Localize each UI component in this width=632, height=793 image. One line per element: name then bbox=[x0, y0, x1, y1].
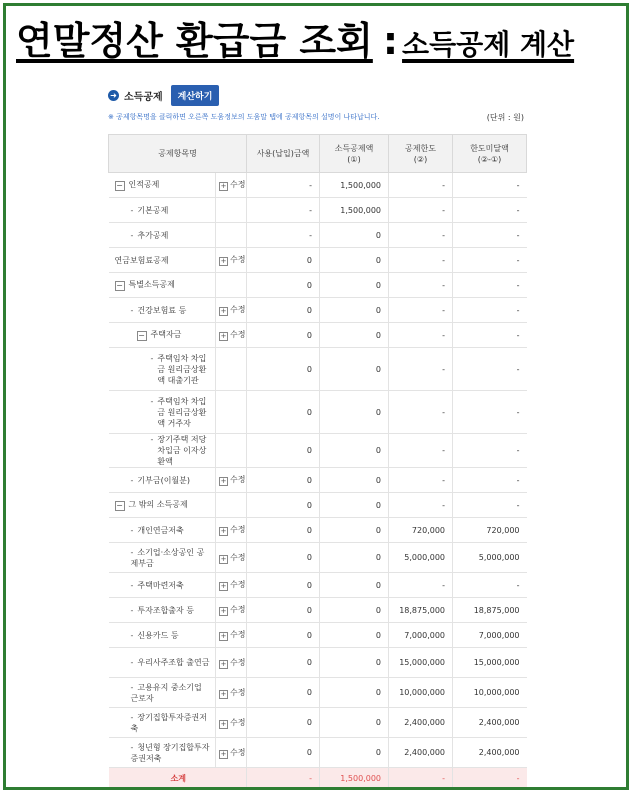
dash-bullet: - bbox=[130, 547, 134, 557]
headline-main: 연말정산 환급금 조회 bbox=[16, 19, 373, 63]
edit-button[interactable] bbox=[219, 718, 245, 727]
cell-shortfall: 2,400,000 bbox=[453, 738, 527, 768]
cell-used: 0 bbox=[247, 573, 320, 598]
subtotal-label: 소계 bbox=[109, 768, 247, 790]
edit-cell bbox=[216, 543, 247, 573]
edit-label: 수정 bbox=[230, 525, 246, 534]
deduction-item-name[interactable] bbox=[109, 348, 216, 391]
deduction-item-name[interactable] bbox=[109, 708, 216, 738]
cell-used: 0 bbox=[247, 273, 320, 298]
edit-button[interactable] bbox=[219, 330, 245, 339]
subtotal-used: - bbox=[247, 768, 320, 790]
table-row bbox=[109, 348, 527, 391]
item-label[interactable]: 투자조합출자 등 bbox=[137, 605, 195, 615]
notice-row bbox=[108, 108, 526, 126]
table-row bbox=[109, 298, 527, 323]
collapse-icon[interactable]: − bbox=[138, 331, 145, 340]
cell-limit: 5,000,000 bbox=[389, 543, 453, 573]
deduction-panel bbox=[108, 84, 526, 790]
table-row bbox=[109, 493, 527, 518]
cell-deduction: 1,500,000 bbox=[320, 173, 389, 198]
cell-used: 0 bbox=[247, 248, 320, 273]
col-header-limit: 공제한도 (②) bbox=[389, 135, 453, 173]
cell-used: 0 bbox=[247, 738, 320, 768]
cell-shortfall: - bbox=[453, 468, 527, 493]
edit-button[interactable] bbox=[219, 305, 245, 314]
edit-label: 수정 bbox=[230, 717, 246, 727]
cell-used: - bbox=[247, 223, 320, 248]
edit-cell bbox=[216, 323, 247, 348]
edit-cell bbox=[216, 391, 247, 434]
cell-deduction: 0 bbox=[320, 434, 389, 468]
cell-limit: 7,000,000 bbox=[389, 623, 453, 648]
cell-limit: - bbox=[389, 323, 453, 348]
edit-button[interactable] bbox=[219, 475, 245, 484]
cell-deduction: 0 bbox=[320, 678, 389, 708]
cell-shortfall: - bbox=[453, 391, 527, 434]
edit-button[interactable] bbox=[219, 630, 245, 639]
edit-cell bbox=[216, 198, 247, 223]
cell-deduction: 0 bbox=[320, 248, 389, 273]
plus-box-icon: + bbox=[220, 659, 227, 668]
calculate-button[interactable]: 계산하기 bbox=[171, 85, 220, 106]
plus-box-icon: + bbox=[220, 607, 227, 615]
deduction-item-name[interactable] bbox=[109, 493, 216, 518]
plus-box-icon: + bbox=[220, 332, 227, 340]
plus-box-icon: + bbox=[220, 527, 227, 535]
edit-cell bbox=[216, 223, 247, 248]
edit-cell bbox=[216, 623, 247, 648]
item-label[interactable]: 기부금(이월분) bbox=[137, 475, 191, 485]
cell-shortfall: 720,000 bbox=[453, 518, 527, 543]
dash-bullet: - bbox=[150, 396, 154, 406]
edit-label: 수정 bbox=[230, 747, 246, 757]
edit-button[interactable] bbox=[219, 658, 245, 667]
collapse-icon[interactable]: − bbox=[116, 281, 123, 290]
item-label[interactable]: 개인연금저축 bbox=[137, 525, 184, 535]
edit-label: 수정 bbox=[230, 687, 246, 697]
cell-used: - bbox=[247, 198, 320, 223]
edit-label: 수정 bbox=[230, 180, 246, 189]
collapse-icon[interactable]: − bbox=[116, 501, 123, 510]
table-row bbox=[109, 391, 527, 434]
cell-limit: - bbox=[389, 391, 453, 434]
table-row bbox=[109, 678, 527, 708]
subtotal-row bbox=[109, 768, 527, 790]
cell-used: 0 bbox=[247, 678, 320, 708]
deduction-item-name[interactable] bbox=[109, 598, 216, 623]
cell-deduction: 0 bbox=[320, 573, 389, 598]
cell-deduction: 0 bbox=[320, 493, 389, 518]
collapse-icon[interactable]: − bbox=[116, 181, 123, 190]
dash-bullet: - bbox=[130, 682, 134, 692]
cell-deduction: 0 bbox=[320, 323, 389, 348]
item-label[interactable]: 주택마련저축 bbox=[137, 580, 184, 590]
item-label[interactable]: 청년형 장기집합투자증권저축 bbox=[130, 742, 210, 763]
item-label[interactable]: 그 밖의 소득공제 bbox=[128, 500, 188, 509]
edit-cell bbox=[216, 598, 247, 623]
cell-deduction: 1,500,000 bbox=[320, 198, 389, 223]
cell-shortfall: 2,400,000 bbox=[453, 708, 527, 738]
plus-box-icon: + bbox=[220, 719, 227, 728]
deduction-item-name[interactable] bbox=[109, 391, 216, 434]
cell-deduction: 0 bbox=[320, 273, 389, 298]
edit-label: 수정 bbox=[230, 255, 246, 264]
cell-shortfall: 15,000,000 bbox=[453, 648, 527, 678]
cell-used: 0 bbox=[247, 298, 320, 323]
section-title: 소득공제 bbox=[124, 91, 163, 103]
cell-limit: 18,875,000 bbox=[389, 598, 453, 623]
plus-box-icon: + bbox=[220, 477, 227, 485]
plus-box-icon: + bbox=[220, 307, 227, 315]
plus-box-icon: + bbox=[220, 182, 227, 190]
deduction-table bbox=[108, 134, 527, 790]
cell-used: 0 bbox=[247, 493, 320, 518]
edit-button[interactable] bbox=[219, 255, 245, 264]
edit-cell bbox=[216, 434, 247, 468]
dash-bullet: - bbox=[130, 742, 134, 752]
cell-used: 0 bbox=[247, 623, 320, 648]
col-header-deduction: 소득공제액 (①) bbox=[320, 135, 389, 173]
edit-button[interactable] bbox=[219, 580, 245, 589]
col-header-item: 공제항목명 bbox=[109, 135, 247, 173]
edit-label: 수정 bbox=[230, 330, 246, 339]
edit-label: 수정 bbox=[230, 475, 246, 484]
cell-deduction: 0 bbox=[320, 648, 389, 678]
cell-used: 0 bbox=[247, 708, 320, 738]
edit-button[interactable] bbox=[219, 525, 245, 534]
subtotal-deduction: 1,500,000 bbox=[320, 768, 389, 790]
dash-bullet: - bbox=[130, 658, 134, 667]
edit-cell bbox=[216, 678, 247, 708]
edit-button[interactable] bbox=[219, 553, 245, 562]
cell-limit: 2,400,000 bbox=[389, 738, 453, 768]
edit-cell bbox=[216, 738, 247, 768]
table-row bbox=[109, 708, 527, 738]
item-label[interactable]: 주택자금 bbox=[150, 330, 182, 339]
dash-bullet: - bbox=[130, 580, 134, 590]
deduction-item-name[interactable] bbox=[109, 573, 216, 598]
cell-limit: - bbox=[389, 273, 453, 298]
item-label[interactable]: 특별소득공제 bbox=[128, 280, 175, 289]
table-row bbox=[109, 223, 527, 248]
cell-shortfall: - bbox=[453, 198, 527, 223]
cell-shortfall: - bbox=[453, 273, 527, 298]
arrow-circle-icon: ➜ bbox=[108, 90, 119, 101]
edit-cell bbox=[216, 298, 247, 323]
deduction-item-name[interactable] bbox=[109, 648, 216, 678]
headline bbox=[16, 10, 620, 72]
table-row bbox=[109, 468, 527, 493]
cell-shortfall: 18,875,000 bbox=[453, 598, 527, 623]
item-label[interactable]: 인적공제 bbox=[128, 180, 160, 189]
plus-box-icon: + bbox=[220, 632, 227, 640]
dash-bullet: - bbox=[150, 353, 154, 363]
cell-deduction: 0 bbox=[320, 298, 389, 323]
edit-cell bbox=[216, 248, 247, 273]
edit-cell bbox=[216, 348, 247, 391]
cell-used: 0 bbox=[247, 648, 320, 678]
table-row bbox=[109, 738, 527, 768]
table-header-row bbox=[109, 135, 527, 173]
cell-shortfall: 5,000,000 bbox=[453, 543, 527, 573]
cell-limit: - bbox=[389, 198, 453, 223]
cell-deduction: 0 bbox=[320, 518, 389, 543]
deduction-item-name[interactable] bbox=[109, 248, 216, 273]
cell-deduction: 0 bbox=[320, 348, 389, 391]
item-label[interactable]: 주택임차 차입금 원리금상환액 대출기관 bbox=[157, 353, 207, 385]
cell-shortfall: - bbox=[453, 323, 527, 348]
item-label[interactable]: 우리사주조합 출연금 bbox=[137, 658, 210, 667]
cell-deduction: 0 bbox=[320, 543, 389, 573]
edit-cell bbox=[216, 493, 247, 518]
cell-limit: - bbox=[389, 173, 453, 198]
cell-used: 0 bbox=[247, 518, 320, 543]
table-row bbox=[109, 323, 527, 348]
cell-shortfall: - bbox=[453, 573, 527, 598]
dash-bullet: - bbox=[150, 435, 154, 444]
cell-deduction: 0 bbox=[320, 391, 389, 434]
cell-shortfall: - bbox=[453, 434, 527, 468]
section-header bbox=[108, 84, 526, 106]
cell-shortfall: - bbox=[453, 248, 527, 273]
cell-deduction: 0 bbox=[320, 708, 389, 738]
dash-bullet: - bbox=[130, 475, 134, 485]
table-row bbox=[109, 543, 527, 573]
cell-limit: - bbox=[389, 434, 453, 468]
dash-bullet: - bbox=[130, 305, 134, 315]
deduction-item-name[interactable] bbox=[109, 543, 216, 573]
cell-used: 0 bbox=[247, 468, 320, 493]
plus-box-icon: + bbox=[220, 689, 227, 698]
table-row bbox=[109, 198, 527, 223]
deduction-item-name[interactable] bbox=[109, 298, 216, 323]
subtotal-limit: - bbox=[389, 768, 453, 790]
dash-bullet: - bbox=[130, 230, 134, 240]
edit-button[interactable] bbox=[219, 605, 245, 614]
cell-used: 0 bbox=[247, 323, 320, 348]
cell-deduction: 0 bbox=[320, 468, 389, 493]
edit-label: 수정 bbox=[230, 580, 246, 589]
table-row bbox=[109, 434, 527, 468]
dash-bullet: - bbox=[130, 630, 134, 640]
cell-deduction: 0 bbox=[320, 738, 389, 768]
cell-limit: - bbox=[389, 468, 453, 493]
cell-limit: 720,000 bbox=[389, 518, 453, 543]
cell-used: 0 bbox=[247, 434, 320, 468]
plus-box-icon: + bbox=[220, 257, 227, 265]
help-notice: ※ 공제항목명을 클릭하면 오른쪽 도움정보의 도움말 탭에 공제항목의 설명이 나타납니다. bbox=[108, 113, 380, 121]
unit-label: (단위 : 원) bbox=[486, 112, 524, 122]
plus-box-icon: + bbox=[220, 554, 227, 563]
edit-label: 수정 bbox=[230, 605, 246, 614]
headline-colon: : bbox=[382, 19, 399, 63]
cell-shortfall: - bbox=[453, 173, 527, 198]
table-row bbox=[109, 648, 527, 678]
table-row bbox=[109, 518, 527, 543]
cell-used: 0 bbox=[247, 598, 320, 623]
cell-deduction: 0 bbox=[320, 598, 389, 623]
edit-cell bbox=[216, 573, 247, 598]
table-row bbox=[109, 623, 527, 648]
table-row bbox=[109, 173, 527, 198]
deduction-item-name[interactable] bbox=[109, 678, 216, 708]
plus-box-icon: + bbox=[220, 582, 227, 590]
edit-cell bbox=[216, 518, 247, 543]
item-label[interactable]: 건강보험료 등 bbox=[137, 305, 187, 315]
headline-sub: 소득공제 계산 bbox=[402, 28, 575, 61]
deduction-item-name[interactable] bbox=[109, 518, 216, 543]
cell-shortfall: 7,000,000 bbox=[453, 623, 527, 648]
edit-label: 수정 bbox=[230, 552, 246, 562]
cell-used: 0 bbox=[247, 391, 320, 434]
edit-button[interactable] bbox=[219, 748, 245, 757]
dash-bullet: - bbox=[130, 525, 134, 535]
cell-used: 0 bbox=[247, 543, 320, 573]
cell-deduction: 0 bbox=[320, 623, 389, 648]
deduction-item-name[interactable] bbox=[109, 173, 216, 198]
col-header-shortfall: 한도미달액 (②-①) bbox=[453, 135, 527, 173]
cell-limit: - bbox=[389, 573, 453, 598]
edit-cell bbox=[216, 273, 247, 298]
cell-limit: - bbox=[389, 348, 453, 391]
cell-limit: - bbox=[389, 298, 453, 323]
item-label[interactable]: 소기업·소상공인 공제부금 bbox=[130, 547, 205, 568]
table-row bbox=[109, 573, 527, 598]
edit-cell bbox=[216, 173, 247, 198]
deduction-item-name[interactable] bbox=[109, 273, 216, 298]
item-label[interactable]: 장기주택 저당차입금 이자상환액 bbox=[157, 435, 207, 466]
deduction-item-name[interactable] bbox=[109, 323, 216, 348]
edit-button[interactable] bbox=[219, 688, 245, 697]
dash-bullet: - bbox=[130, 605, 134, 615]
edit-label: 수정 bbox=[230, 630, 246, 639]
dash-bullet: - bbox=[130, 205, 134, 215]
cell-limit: - bbox=[389, 493, 453, 518]
deduction-item-name[interactable] bbox=[109, 434, 216, 468]
item-label[interactable]: 기본공제 bbox=[137, 205, 169, 215]
deduction-item-name[interactable] bbox=[109, 223, 216, 248]
table-row bbox=[109, 273, 527, 298]
cell-used: - bbox=[247, 173, 320, 198]
edit-button[interactable] bbox=[219, 180, 245, 189]
cell-used: 0 bbox=[247, 348, 320, 391]
table-row bbox=[109, 248, 527, 273]
cell-shortfall: - bbox=[453, 223, 527, 248]
item-label[interactable]: 연금보험료공제 bbox=[114, 255, 169, 265]
deduction-item-name[interactable] bbox=[109, 738, 216, 768]
edit-cell bbox=[216, 468, 247, 493]
deduction-item-name[interactable] bbox=[109, 468, 216, 493]
cell-limit: - bbox=[389, 223, 453, 248]
item-label[interactable]: 주택임차 차입금 원리금상환액 거주자 bbox=[157, 396, 207, 428]
cell-shortfall: - bbox=[453, 348, 527, 391]
subtotal-shortfall: - bbox=[453, 768, 527, 790]
col-header-used: 사용(납입)금액 bbox=[247, 135, 320, 173]
cell-limit: 10,000,000 bbox=[389, 678, 453, 708]
table-row bbox=[109, 598, 527, 623]
edit-label: 수정 bbox=[230, 305, 246, 314]
cell-limit: - bbox=[389, 248, 453, 273]
edit-cell bbox=[216, 648, 247, 678]
item-label[interactable]: 장기집합투자증권저축 bbox=[130, 712, 207, 733]
item-label[interactable]: 고용유지 중소기업 근로자 bbox=[130, 682, 202, 703]
edit-label: 수정 bbox=[230, 657, 246, 667]
cell-deduction: 0 bbox=[320, 223, 389, 248]
plus-box-icon: + bbox=[220, 749, 227, 758]
cell-shortfall: - bbox=[453, 298, 527, 323]
deduction-item-name[interactable] bbox=[109, 198, 216, 223]
cell-limit: 2,400,000 bbox=[389, 708, 453, 738]
item-label[interactable]: 신용카드 등 bbox=[137, 630, 179, 640]
screenshot-frame bbox=[3, 3, 629, 790]
deduction-item-name[interactable] bbox=[109, 623, 216, 648]
dash-bullet: - bbox=[130, 712, 134, 722]
cell-limit: 15,000,000 bbox=[389, 648, 453, 678]
cell-shortfall: 10,000,000 bbox=[453, 678, 527, 708]
item-label[interactable]: 추가공제 bbox=[137, 230, 169, 240]
cell-shortfall: - bbox=[453, 493, 527, 518]
edit-cell bbox=[216, 708, 247, 738]
